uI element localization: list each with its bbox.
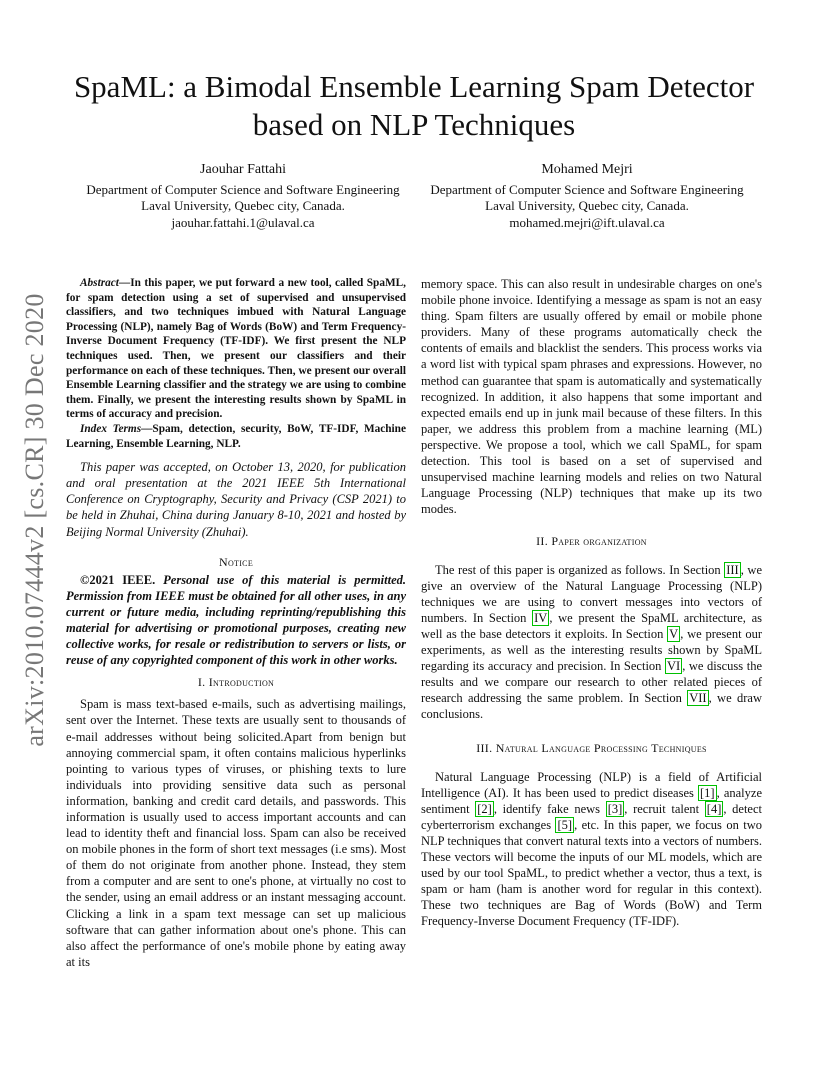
section-link[interactable]: V — [669, 626, 679, 641]
citation-link[interactable]: [4] — [706, 801, 722, 816]
text-run: , identify fake news — [493, 801, 606, 816]
author-university: Laval University, Quebec city, Canada. — [141, 198, 345, 213]
abstract — [66, 276, 406, 422]
section-heading-organization: II. Paper organization — [536, 534, 647, 549]
index-terms-label: Index Terms — [80, 422, 142, 435]
notice-body: Personal use of this material is permitted. Permission from IEEE must be obtained for all other uses, in any current or future media, including reprinting/republishing this material for advertising or promotional purposes, creating new collective works, for resale or redistribution to servers or lists, or reuse of any copyrighted component of this work in other works. — [66, 572, 407, 668]
author-name: Jaouhar Fattahi — [200, 162, 286, 177]
text-run: , we give an overview of the Natural Language Processing (NLP) techniques we are using to convert messages into vectors of numbers. In Section — [421, 562, 762, 625]
notice-heading: Notice — [218, 554, 254, 569]
arxiv-stamp: arXiv:2010.07444v2 [cs.CR] 30 Dec 2020 — [20, 293, 49, 747]
section-link[interactable]: VI — [667, 659, 681, 674]
left-column — [66, 276, 406, 970]
index-terms — [66, 422, 406, 451]
section-heading-introduction: I. Introduction — [197, 675, 275, 690]
author-name: Mohamed Mejri — [541, 162, 633, 177]
introduction-continuation: memory space. This can also result in undesirable charges on one's mobile phone invoice. Identifying a message as spam is not an easy thing. Spam filters are usually offered by email or mobile phone providers. Many of these programs automatically check the contents of emails and blacklist the senders. This process works via a word list with typical spam phrases and expressions. However, no method can guarantee that spam is automatically and systematically recognized. In addition, it also happens that some important and expected emails end up in junk mail because of these filters. In this paper, we address this problem from a machine learning (ML) perspective. We propose a tool, which we call SpaML, for spam detection. This tool is based on a set of supervised and unsupervised machine learning models and relies on two Natural Language Processing (NLP) techniques that make up its two modes. — [421, 277, 762, 517]
section-link[interactable]: III — [726, 562, 739, 577]
author-block — [70, 162, 416, 231]
text-run: , detect cyberterrorism exchanges — [421, 801, 762, 832]
text-run: The rest of this paper is organized as follows. In Section — [435, 562, 725, 577]
organization-text — [421, 562, 762, 723]
introduction-text: Spam is mass text-based e-mails, such as advertising mailings, sent over the Internet. These texts are usually sent to thousands of e-mail addresses without being solicited.Apart from benign but annoying commercial spam, it often contains malicious hyperlinks pointing to various types of viruses, or phishing texts to lure individuals into providing sensitive data such as personal information, banking and credit card details, and passwords. This information is usually used to access important accounts and can lead to identity theft and financial loss. Spam can also be received on mobile phones in the form of short text messages (i.e sms). Most of them do not originate from another phone. Instead, they stem from a computer and are sent to one's phone, at virtually no cost to the sender, using an email address or an instant messaging account. Clicking a link in a spam text message can set up malicious software that can gather information about one's phone. This can also affect the performance of one's mobile phone by eating away at its — [66, 697, 406, 969]
author-department: Department of Computer Science and Software Engineering — [430, 181, 744, 197]
section-heading-nlp: III. Natural Language Processing Techniques — [476, 741, 707, 756]
acceptance-note: This paper was accepted, on October 13, 2020, for publication and oral presentation at the 2021 IEEE 5th International Conference on Cryptography, Security and Privacy (CSP 2021) to be held in Zhuhai, China during January 8-10, 2021 and hosted by Beijing Normal University (Zhuhai). — [66, 460, 406, 539]
paper-title: SpaML: a Bimodal Ensemble Learning Spam Detector based on NLP Techniques — [73, 69, 755, 142]
text-run: , analyze sentiment — [421, 785, 762, 816]
text-run: , etc. In this paper, we focus on two NLP techniques that convert natural texts into a vectors of numbers. These vectors will become the inputs of our ML models, which are used by our tool SpaML, to predict whether a vector, thus a text, is spam or ham (ham is another word for regular in this context). These two techniques are Bag of Words (BoW) and Term Frequency-Inverse Document Frequency (TF-IDF). — [421, 817, 763, 929]
citation-link[interactable]: [3] — [607, 801, 623, 816]
author-block — [418, 162, 756, 231]
citation-link[interactable]: [2] — [477, 801, 492, 816]
nlp-text — [421, 769, 762, 930]
author-department: Department of Computer Science and Software Engineering — [86, 181, 400, 197]
right-column — [421, 276, 762, 929]
text-run: , we discuss the results and we compare our research to other related pieces of research addressing the same problem. In Section — [421, 659, 762, 706]
text-run: Natural Language Processing (NLP) is a field of Artificial Intelligence (AI). It has been used to predict diseases — [421, 769, 762, 800]
section-link[interactable]: VII — [689, 691, 707, 706]
text-run: , we present our experiments, as well as the interesting results shown by SpaML regarding its accuracy and precision. In Section — [421, 626, 762, 674]
citation-link[interactable]: [5] — [557, 817, 573, 832]
abstract-label: Abstract — [80, 277, 119, 289]
copyright-label: ©2021 IEEE. — [80, 572, 156, 587]
section-link[interactable]: IV — [534, 610, 548, 625]
notice-text — [66, 572, 406, 669]
abstract-text: —In this paper, we put forward a new tool, called SpaML, for spam detection using a set of supervised and unsupervised classifiers, and two techniques imbued with Natural Language Processing (NLP), namely Bag of Words (BoW) and Term Frequency-Inverse Document Frequency (TF-IDF). We first present the NLP techniques used. Then, we present our classifiers and their performance on each of these techniques. Then, we present our overall Ensemble Learning classifier and the strategy we are using to combine them. Finally, we present the interesting results shown by SpaML in terms of accuracy and precision. — [66, 277, 406, 421]
author-university: Laval University, Quebec city, Canada. — [485, 198, 689, 213]
text-run: , we present the SpaML architecture, as well as the base detectors it exploits. In Section — [421, 610, 762, 641]
index-terms-text: —Spam, detection, security, BoW, TF-IDF, Machine Learning, Ensemble Learning, NLP. — [66, 422, 406, 450]
author-email: jaouhar.fattahi.1@ulaval.ca — [171, 214, 315, 230]
citation-link[interactable]: [1] — [700, 785, 715, 800]
author-email: mohamed.mejri@ift.ulaval.ca — [509, 214, 665, 230]
text-run: , recruit talent — [624, 801, 705, 816]
text-run: , we draw conclusions. — [421, 691, 762, 722]
